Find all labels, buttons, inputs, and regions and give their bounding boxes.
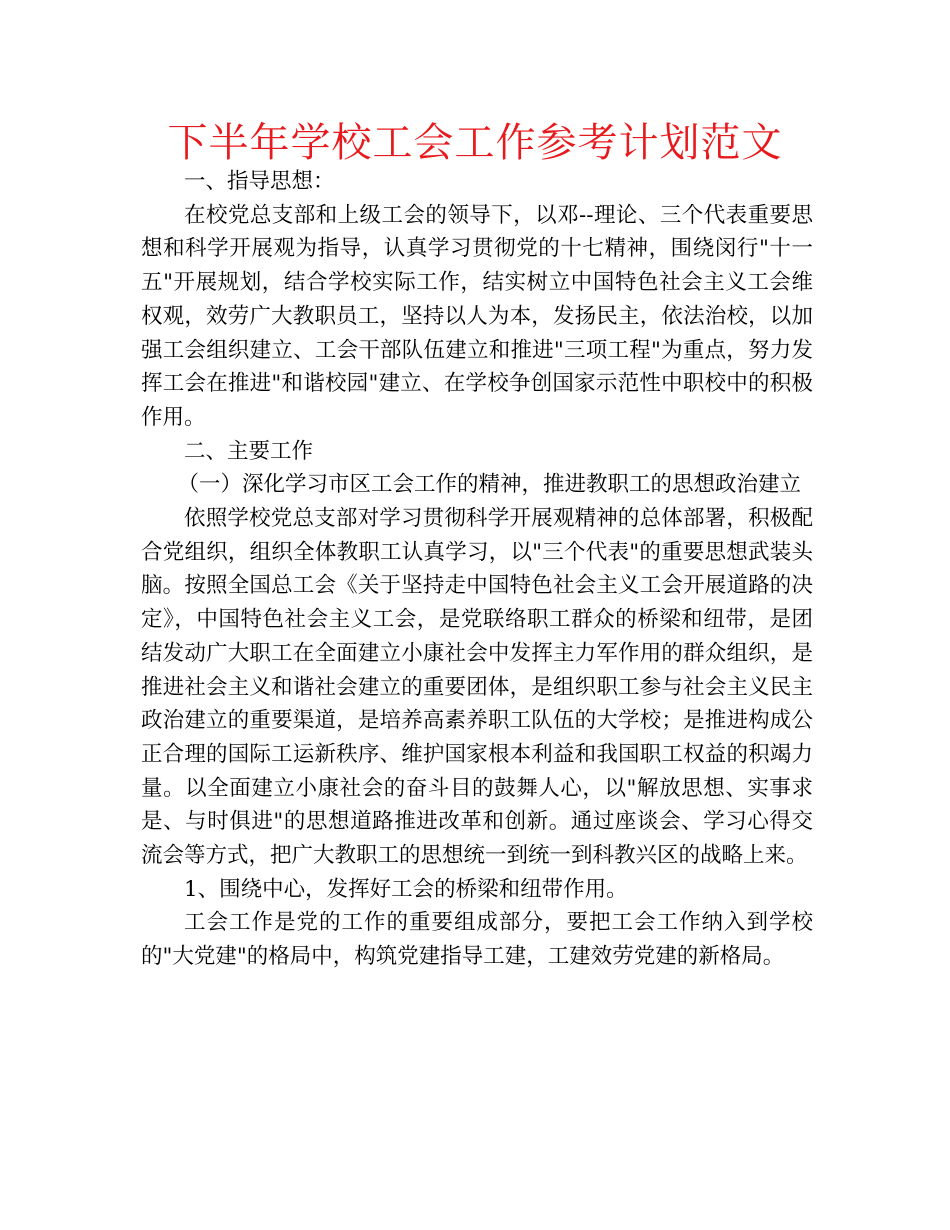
document-body [141,165,813,974]
item-heading-bridge-role: 1、围绕中心，发挥好工会的桥梁和纽带作用。 [184,876,628,902]
section-heading-main-work: 二、主要工作 [184,438,314,464]
document-title: 下半年学校工会工作参考计划范文 [167,120,783,166]
section-heading-guiding-thought: 一、指导思想： [184,169,335,194]
paragraph-bridge-role: 工会工作是党的工作的重要组成部分，要把工会工作纳入到学校的"大党建"的格局中，构筑党建指导工建，工建效劳党建的新格局。 [141,910,813,970]
paragraph-guiding-thought: 在校党总支部和上级工会的领导下，以邓--理论、三个代表重要思想和科学开展观为指导，认真学习贯彻党的十七精神，围绕闵行"十一五"开展规划，结合学校实际工作，结实树立中国特色社会主义工会维权观，效劳广大教职员工，坚持以人为本，发扬民主，依法治校，以加强工会组织建立、工会干部队伍建立和推进"三项工程"为重点，努力发挥工会在推进"和谐校园"建立、在学校争创国家示范性中职校中的积极作用。 [141,202,813,430]
subsection-heading-study: （一）深化学习市区工会工作的精神，推进教职工的思想政治建立 [177,472,802,498]
paragraph-study: 依照学校党总支部对学习贯彻科学开展观精神的总体部署，积极配合党组织，组织全体教职工认真学习，以"三个代表"的重要思想武装头脑。按照全国总工会《关于坚持走中国特色社会主义工会开展道路的决定》，中国特色社会主义工会，是党联络职工群众的桥梁和纽带，是团结发动广大职工在全面建立小康社会中发挥主力军作用的群众组织，是推进社会主义和谐社会建立的重要团体，是组织职工参与社会主义民主政治建立的重要渠道，是培养高素养职工队伍的大学校；是推进构成公正合理的国际工运新秩序、维护国家根本利益和我国职工权益的积竭力量。以全面建立小康社会的奋斗目的鼓舞人心，以"解放思想、实事求是、与时俱进"的思想道路推进改革和创新。通过座谈会、学习心得交流会等方式，把广大教职工的思想统一到统一到科教兴区的战略上来。 [141,506,813,869]
